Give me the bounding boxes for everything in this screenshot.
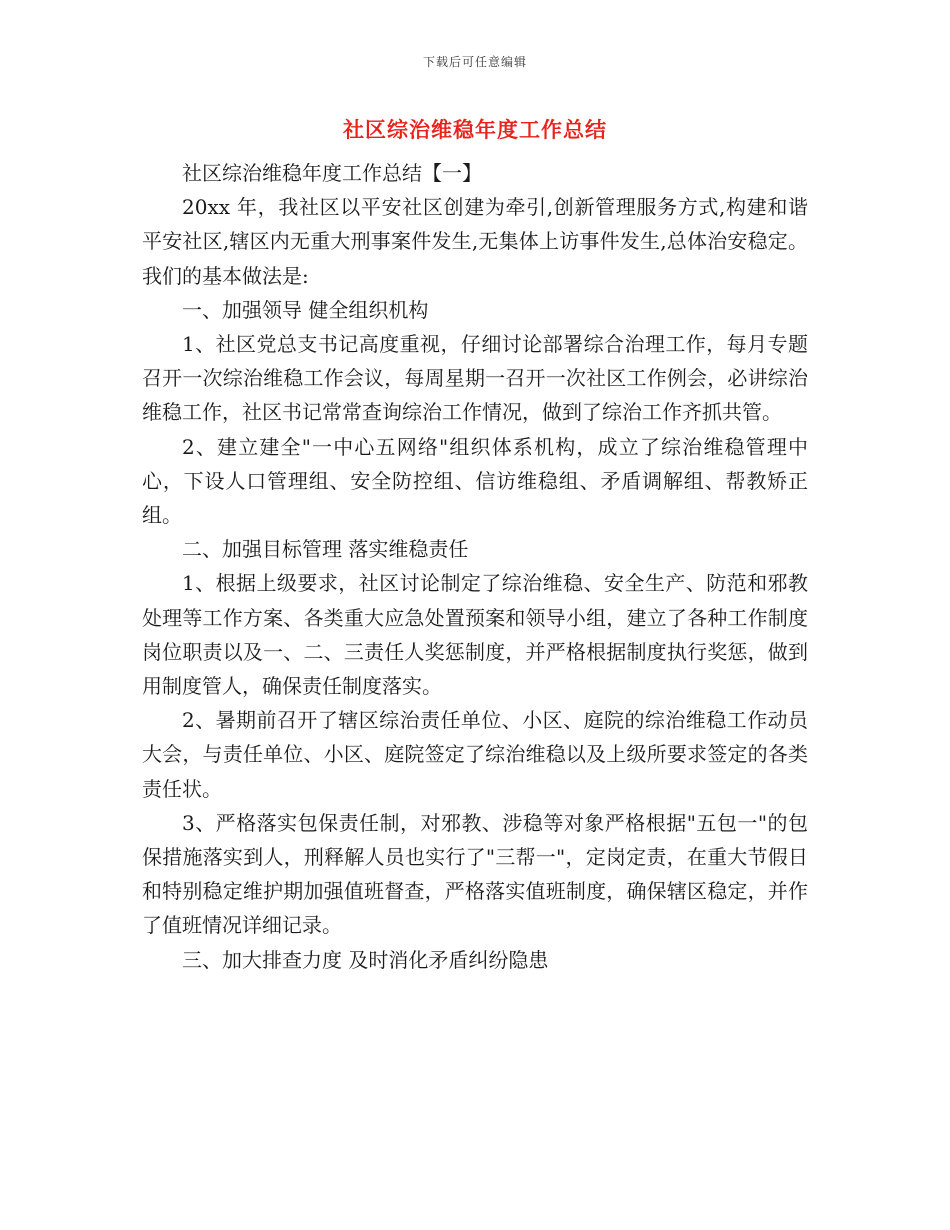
document-body <box>142 156 808 977</box>
paragraph: 3、严格落实包保责任制，对邪教、涉稳等对象严格根据"五包一"的包保措施落实到人，刑释解人员也实行了"三帮一"，定岗定责，在重大节假日和特别稳定维护期加强值班督查，严格落实值班制度，确保辖区稳定，并作了值班情况详细记录。 <box>142 810 808 938</box>
header-note: 下载后可任意编辑 <box>422 55 527 69</box>
paragraph: 1、根据上级要求，社区讨论制定了综治维稳、安全生产、防范和邪教处理等工作方案、各类重大应急处置预案和领导小组，建立了各种工作制度岗位职责以及一、二、三责任人奖惩制度，并严格根据制度执行奖惩，做到用制度管人，确保责任制度落实。 <box>142 571 808 699</box>
document-title: 社区综治维稳年度工作总结 <box>343 118 607 142</box>
paragraph: 2、建立建全"一中心五网络"组织体系机构，成立了综治维稳管理中心，下设人口管理组、安全防控组、信访维稳组、矛盾调解组、帮教矫正组。 <box>142 434 808 528</box>
paragraph: 1、社区党总支书记高度重视，仔细讨论部署综合治理工作，每月专题召开一次综治维稳工作会议，每周星期一召开一次社区工作例会，必讲综治维稳工作，社区书记常常查询综治工作情况，做到了综治工作齐抓共管。 <box>142 332 808 425</box>
paragraph: 20xx 年，我社区以平安社区创建为牵引,创新管理服务方式,构建和谐平安社区,辖区内无重大刑事案件发生,无集体上访事件发生,总体治安稳定。我们的基本做法是: <box>142 195 808 288</box>
paragraph: 2、暑期前召开了辖区综治责任单位、小区、庭院的综治维稳工作动员大会，与责任单位、小区、庭院签定了综治维稳以及上级所要求签定的各类责任状。 <box>142 708 808 801</box>
paragraph-subtitle: 社区综治维稳年度工作总结【一】 <box>182 161 482 185</box>
section-heading: 一、加强领导 健全组织机构 <box>182 297 429 322</box>
section-heading: 三、加大排查力度 及时消化矛盾纠纷隐患 <box>182 947 549 972</box>
section-heading: 二、加强目标管理 落实维稳责任 <box>182 537 469 562</box>
